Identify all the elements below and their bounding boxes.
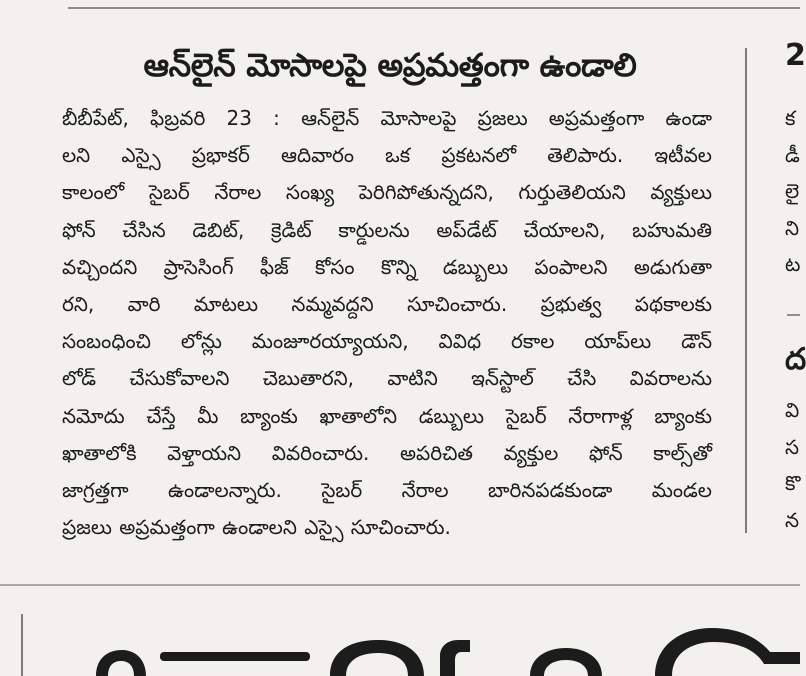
next-article-headline-fragment [0,600,800,676]
article-line: జాగ్రత్తగా ఉండాలన్నారు. సైబర్ నేరాల బారినపడకుండా మండల [62,477,712,502]
article-line: లని ఎస్సై ప్రభాకర్ ఆదివారం ఒక ప్రకటనలో తెలిపారు. ఇటీవల [62,143,712,168]
article-line: బీబీపేట్, ఫిబ్రవరి 23 : ఆన్‌లైన్ మోసాలపై ప్రజలు అప్రమత్తంగా ఉండా [62,106,712,130]
top-border-rule [68,7,800,9]
article-headline: ఆన్‌లైన్ మోసాలపై అప్రమత్తంగా ఉండాలి [143,46,637,84]
right-column-divider [787,314,800,316]
right-column-line: ట [785,252,801,277]
right-column-heading-fragment [785,36,806,78]
right-column-top-text [785,100,800,284]
article-line: ఫోన్ చేసిన డెబిట్, క్రెడిట్ కార్డులను అప్‌డేట్ చేయాలని, బహుమతి [62,217,712,242]
glyph-fragment [655,628,800,676]
right-column-line: క [785,106,796,130]
article-line: లోడ్ చేసుకోవాలని చెబుతారని, వాటిని ఇన్‌స్టాల్ చేసి వివరాలను [62,366,712,391]
glyph-fragment [440,640,470,676]
glyph-fragment [160,652,310,661]
article-line: వచ్చిందని ప్రాసెసింగ్ ఫీజ్ కోసం కొన్ని డబ్బులు పంపాలని అడుగుతా [62,254,712,279]
article-line: రని, వారి మాటలు నమ్మవద్దని సూచించారు. ప్రభుత్వ పథకాలకు [62,291,712,316]
article-line: నమోదు చేస్తే మీ బ్యాంకు ఖాతాలోని డబ్బులు సైబర్ నేరాగాళ్ల బ్యాంకు [62,403,712,428]
right-column-line: వి [785,398,800,422]
right-column-line: ని [785,215,800,240]
right-column-line: న [785,507,800,532]
article-line: కాలంలో సైబర్ నేరాల సంఖ్య పెరిగిపోతున్నదని, గుర్తుతెలియని వ్యక్తులు [62,180,712,205]
article-body [62,100,712,546]
right-heading-text: 2 [785,38,806,73]
right-column-line: కొ [785,471,801,496]
right-column-line: డీ [785,142,800,167]
column-divider [745,48,747,533]
glyph-fragment [96,650,146,676]
section-divider [0,584,800,586]
glyph-fragment [330,640,424,676]
article-line: సంబంధించి లోన్లు మంజూరయ్యాయని, వివిధ రకాల యాప్‌లు డౌన్ [62,329,712,354]
right-heading-text: ద [785,342,806,377]
right-column-line: లై [785,179,800,204]
right-column-second-text [785,392,800,540]
article-line: ఖాతాలోకి వెళ్తాయని వివరించారు. అపరిచిత వ్యక్తుల ఫోన్ కాల్స్‌తో [62,440,712,465]
right-column-second-heading-fragment [785,340,806,382]
article-line: ప్రజలు అప్రమత్తంగా ఉండాలని ఎస్సై సూచించారు. [62,515,451,540]
right-column-line: స [785,434,800,459]
glyph-fragment [530,648,602,676]
